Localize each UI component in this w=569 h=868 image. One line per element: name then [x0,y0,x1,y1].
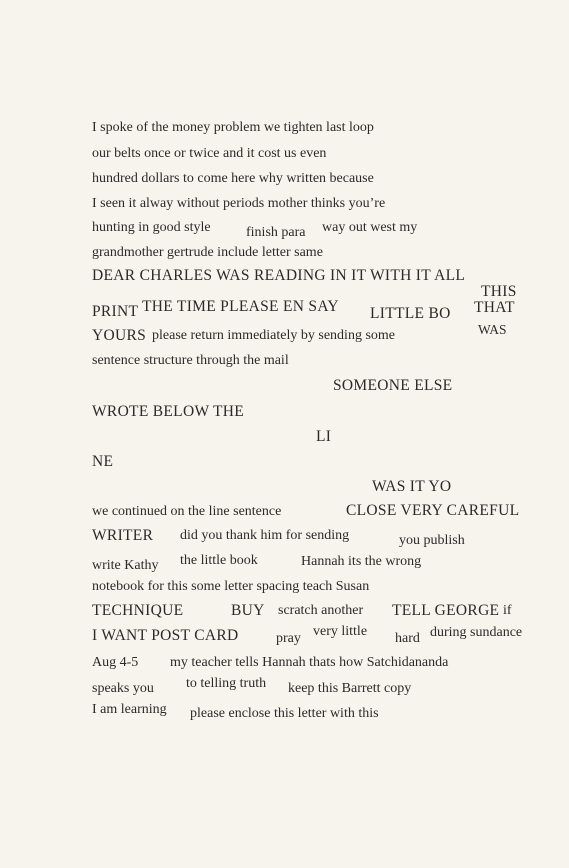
poem-line-20a: TECHNIQUE [92,602,184,619]
poem-line-12: WROTE BELOW THE [92,403,245,420]
poem-line-2: our belts once or twice and it cost us even [92,146,327,161]
poem-line-4: I seen it alway without periods mother thinks you’re [92,196,386,211]
poem-line-10: sentence structure through the mail [92,353,289,368]
poem-line-8c: LITTLE BO [370,305,451,322]
poem-line-6: grandmother gertrude include letter same [92,245,323,260]
poem-line-17b: did you thank him for sending [180,528,350,543]
poem-line-11: SOMEONE ELSE [333,377,453,394]
poem-line-18a: write Kathy [92,558,159,573]
poem-line-1: I spoke of the money problem we tighten last loop [92,120,374,135]
poem-line-20e: if [503,603,512,618]
poem-line-7: DEAR CHARLES WAS READING IN IT WITH IT ALL [92,267,466,284]
poem-line-21b: pray [276,631,301,646]
poem-line-15: WAS IT YO [372,478,452,495]
poem-line-5c: way out west my [322,220,418,235]
poem-line-19: notebook for this some letter spacing teach Susan [92,579,370,594]
poem-line-17c: you publish [399,533,465,548]
poem-line-8a: PRINT [92,303,139,320]
poem-line-18b: the little book [180,553,258,568]
poem-line-18c: Hannah its the wrong [301,554,422,569]
poem-line-13: LI [316,428,332,445]
poem-line-16b: CLOSE VERY CAREFUL [346,502,520,519]
poem-line-23b: to telling truth [186,676,267,691]
poem-line-9b: please return immediately by sending some [152,328,395,343]
poem-line-21e: during sundance [430,625,523,640]
poem-line-24b: please enclose this letter with this [190,706,379,721]
poem-line-9a: YOURS [92,327,147,344]
poem-line-24a: I am learning [92,702,167,717]
poem-line-9-was: WAS [478,322,507,337]
poem-line-8-this: THIS [481,283,517,300]
poem-line-21a: I WANT POST CARD [92,627,239,644]
poem-line-16a: we continued on the line sentence [92,504,282,519]
poem-line-22a: Aug 4-5 [92,655,139,670]
poem-line-5b: finish para [246,225,306,240]
poem-line-3: hundred dollars to come here why written because [92,171,374,186]
poem-line-5a: hunting in good style [92,220,211,235]
poem-line-17a: WRITER [92,527,154,544]
poem-line-22b: my teacher tells Hannah thats how Satchidananda [170,655,449,670]
poem-line-8d: THAT [474,299,515,316]
poem-line-14: NE [92,453,114,470]
poem-line-20d: TELL GEORGE [392,602,500,619]
poem-line-21d: hard [395,631,420,646]
poem-line-8b: THE TIME PLEASE EN SAY [142,298,339,315]
poem-line-20c: scratch another [278,603,364,618]
poem-line-20b: BUY [231,602,265,619]
poem-line-21c: very little [313,624,368,639]
poem-line-23a: speaks you [92,681,154,696]
poem-line-23c: keep this Barrett copy [288,681,412,696]
